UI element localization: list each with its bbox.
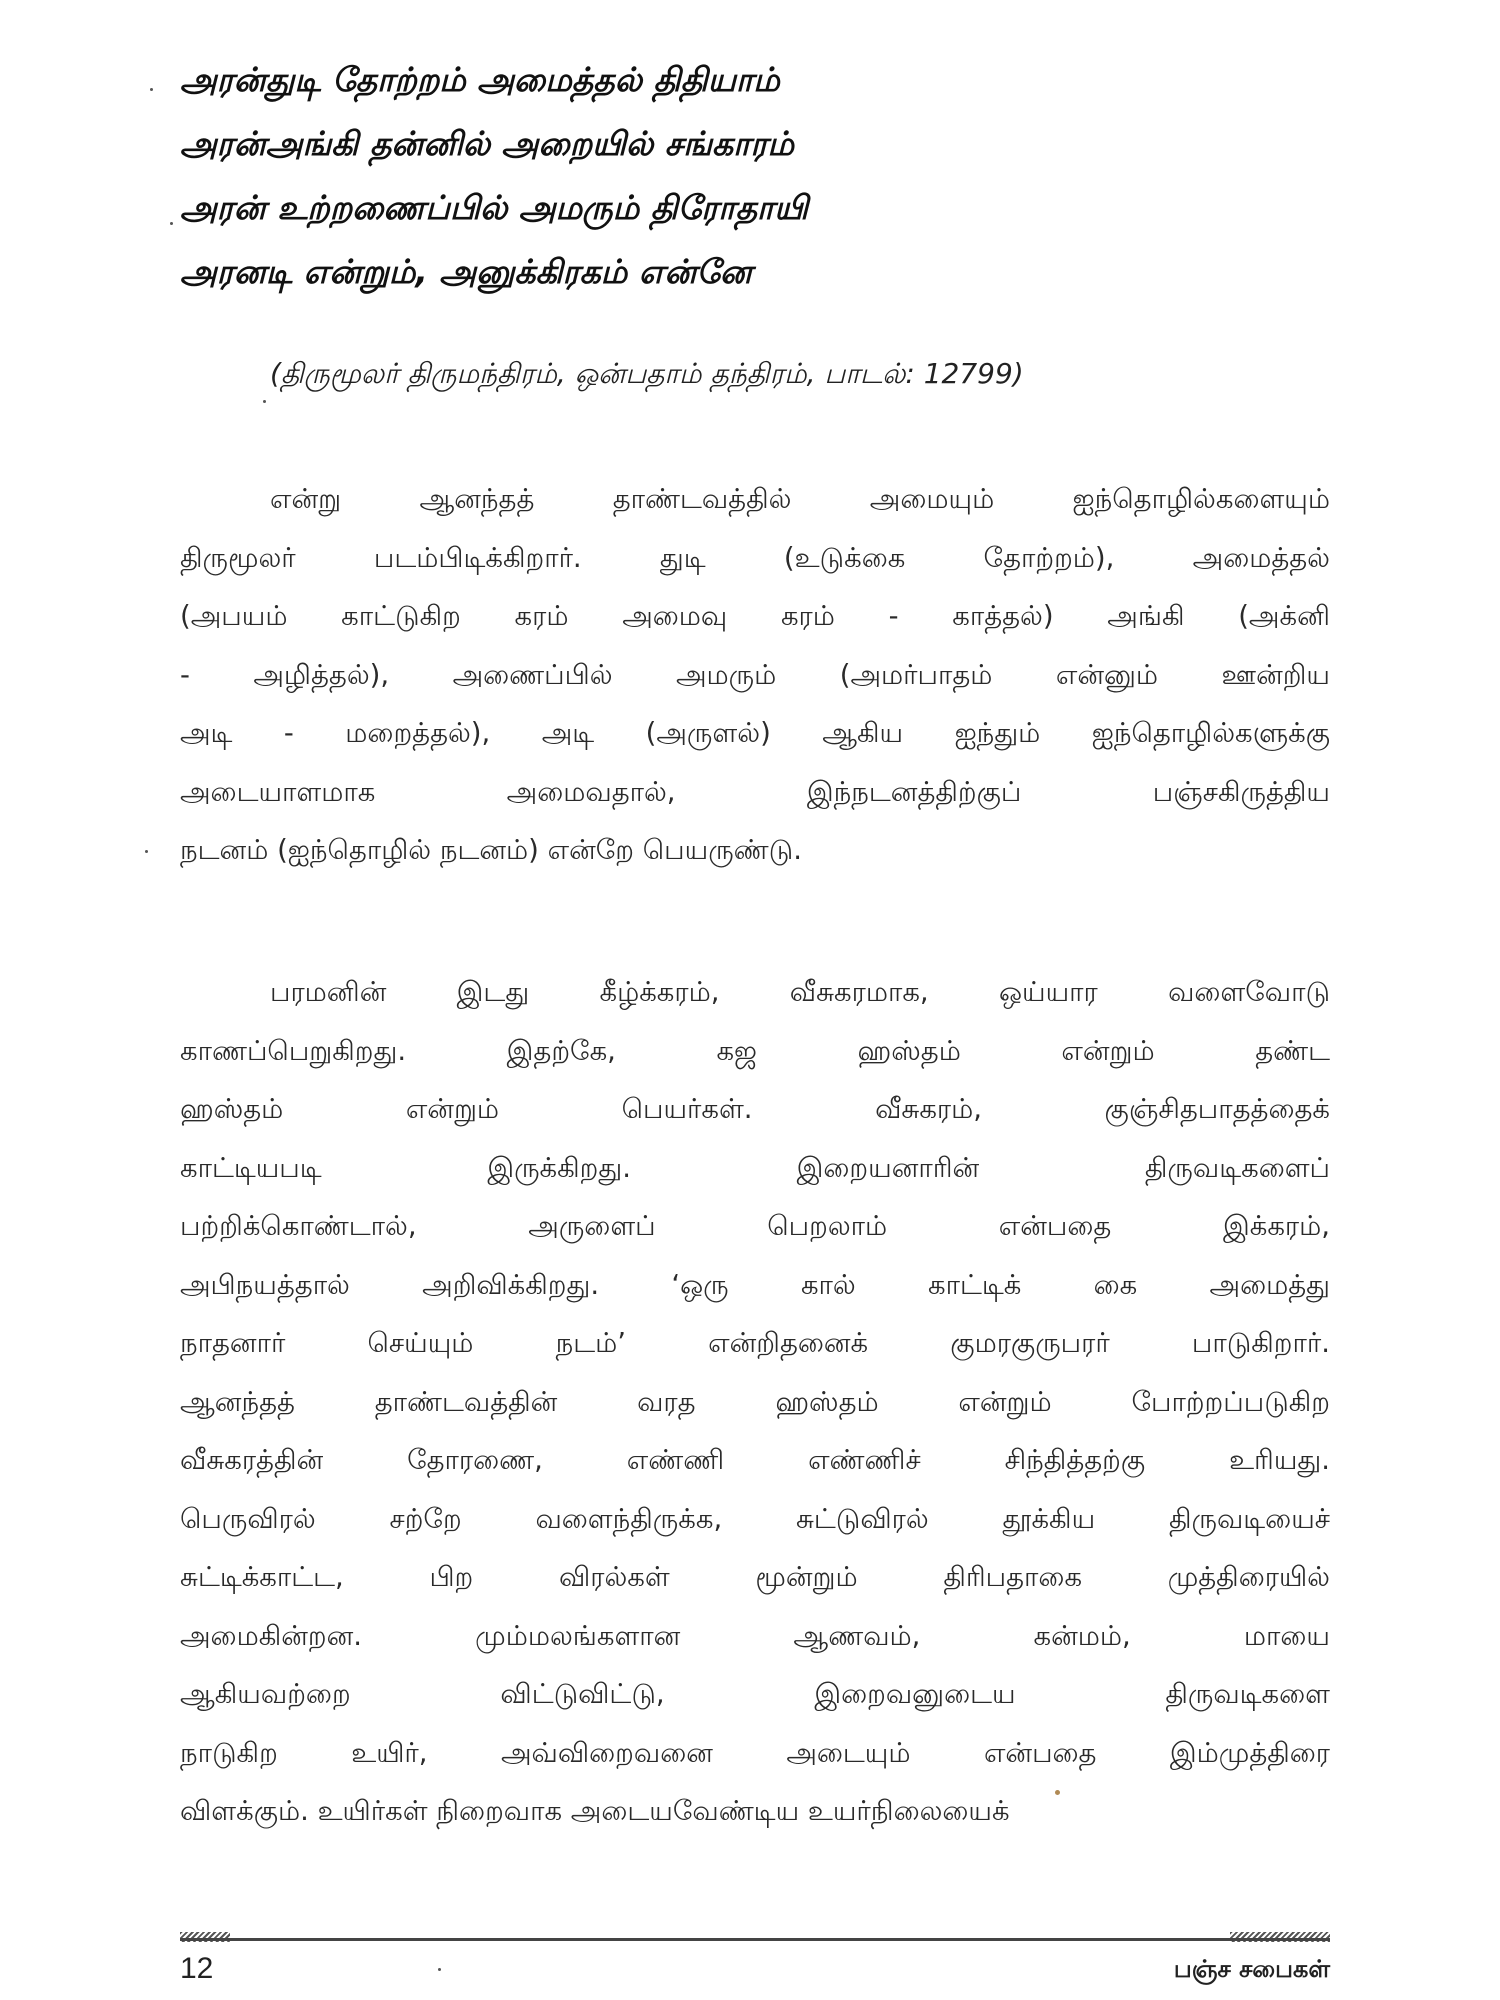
paragraph-line: என்று ஆனந்தத் தாண்டவத்தில் அமையும் ஐந்தொழில்களையும்	[270, 483, 1330, 515]
paragraph-line: பற்றிக்கொண்டால், அருளைப் பெறலாம் என்பதை இக்கரம்,	[180, 1210, 1330, 1242]
paragraph-line: சுட்டிக்காட்ட, பிற விரல்கள் மூன்றும் திரிபதாகை முத்திரையில்	[180, 1561, 1330, 1593]
paragraph-line: திருமூலர் படம்பிடிக்கிறார். துடி (உடுக்கை தோற்றம்), அமைத்தல்	[180, 541, 1330, 574]
paragraph-line: காட்டியபடி இருக்கிறது. இறையனாரின் திருவடிகளைப்	[180, 1151, 1330, 1184]
paragraph-line: விளக்கும். உயிர்கள் நிறைவாக அடையவேண்டிய உயர்நிலையைக்	[180, 1795, 1010, 1827]
scan-speck	[150, 88, 153, 91]
paragraph-line: நடனம் (ஐந்தொழில் நடனம்) என்றே பெயருண்டு.	[180, 834, 802, 866]
paragraph-line: வீசுகரத்தின் தோரணை, எண்ணி எண்ணிச் சிந்தித்தற்கு உரியது.	[180, 1444, 1330, 1476]
paragraph-line: நாதனார் செய்யும் நடம்’ என்றிதனைக் குமரகுருபரர் பாடுகிறார்.	[180, 1327, 1330, 1359]
paragraph	[180, 963, 1330, 1841]
paragraph-line: பரமனின் இடது கீழ்க்கரம், வீசுகரமாக, ஒய்யார வளைவோடு	[270, 976, 1330, 1008]
paragraph-line: அடையாளமாக அமைவதால், இந்நடனத்திற்குப் பஞ்சகிருத்திய	[180, 775, 1330, 808]
paragraph-line: அடி - மறைத்தல்), அடி (அருளல்) ஆகிய ஐந்தும் ஐந்தொழில்களுக்கு	[180, 717, 1330, 749]
verse-line: அரன்அங்கி தன்னில் அறையில் சங்காரம்	[180, 124, 794, 163]
verse-block	[180, 48, 1360, 304]
verse-line: அரனடி என்றும், அனுக்கிரகம் என்னே	[180, 252, 752, 291]
paragraph-line: நாடுகிற உயிர், அவ்விறைவனை அடையும் என்பதை இம்முத்திரை	[180, 1736, 1330, 1769]
paragraph-line: அபிநயத்தால் அறிவிக்கிறது. ‘ஒரு கால் காட்டிக் கை அமைத்து	[180, 1268, 1330, 1301]
scan-speck	[170, 222, 173, 225]
paragraph-line: ஹஸ்தம் என்றும் பெயர்கள். வீசுகரம், குஞ்சிதபாதத்தைக்	[180, 1093, 1330, 1125]
scan-speck	[1055, 1790, 1060, 1795]
paragraph	[180, 470, 1330, 880]
paragraph-line: அமைகின்றன. மும்மலங்களான ஆணவம், கன்மம், மாயை	[180, 1619, 1330, 1652]
paragraph-line: (அபயம் காட்டுகிற கரம் அமைவு கரம் - காத்தல்) அங்கி (அக்னி	[180, 600, 1330, 632]
running-footer-title: பஞ்ச சபைகள்	[1173, 1955, 1330, 1983]
scan-speck	[438, 1968, 441, 1971]
verse-line: அரன் உற்றணைப்பில் அமரும் திரோதாயி	[180, 188, 809, 227]
scan-speck	[145, 850, 148, 853]
paragraph-line: - அழித்தல்), அணைப்பில் அமரும் (அமர்பாதம் என்னும் ஊன்றிய	[180, 658, 1330, 691]
verse-line: அரன்துடி தோற்றம் அமைத்தல் திதியாம்	[180, 60, 780, 99]
scan-speck	[263, 400, 266, 403]
page-number: 12	[180, 1952, 214, 1985]
paragraph-line: காணப்பெறுகிறது. இதற்கே, கஜ ஹஸ்தம் என்றும் தண்ட	[180, 1034, 1330, 1067]
paragraph-line: ஆகியவற்றை விட்டுவிட்டு, இறைவனுடைய திருவடிகளை	[180, 1678, 1330, 1710]
paragraph-line: ஆனந்தத் தாண்டவத்தின் வரத ஹஸ்தம் என்றும் போற்றப்படுகிற	[180, 1385, 1330, 1418]
paragraph-line: பெருவிரல் சற்றே வளைந்திருக்க, சுட்டுவிரல் தூக்கிய திருவடியைச்	[180, 1502, 1330, 1535]
footer-rule	[180, 1938, 1330, 1941]
verse-citation: (திருமூலர் திருமந்திரம், ஒன்பதாம் தந்திரம், பாடல்: 12799)	[270, 357, 1024, 390]
